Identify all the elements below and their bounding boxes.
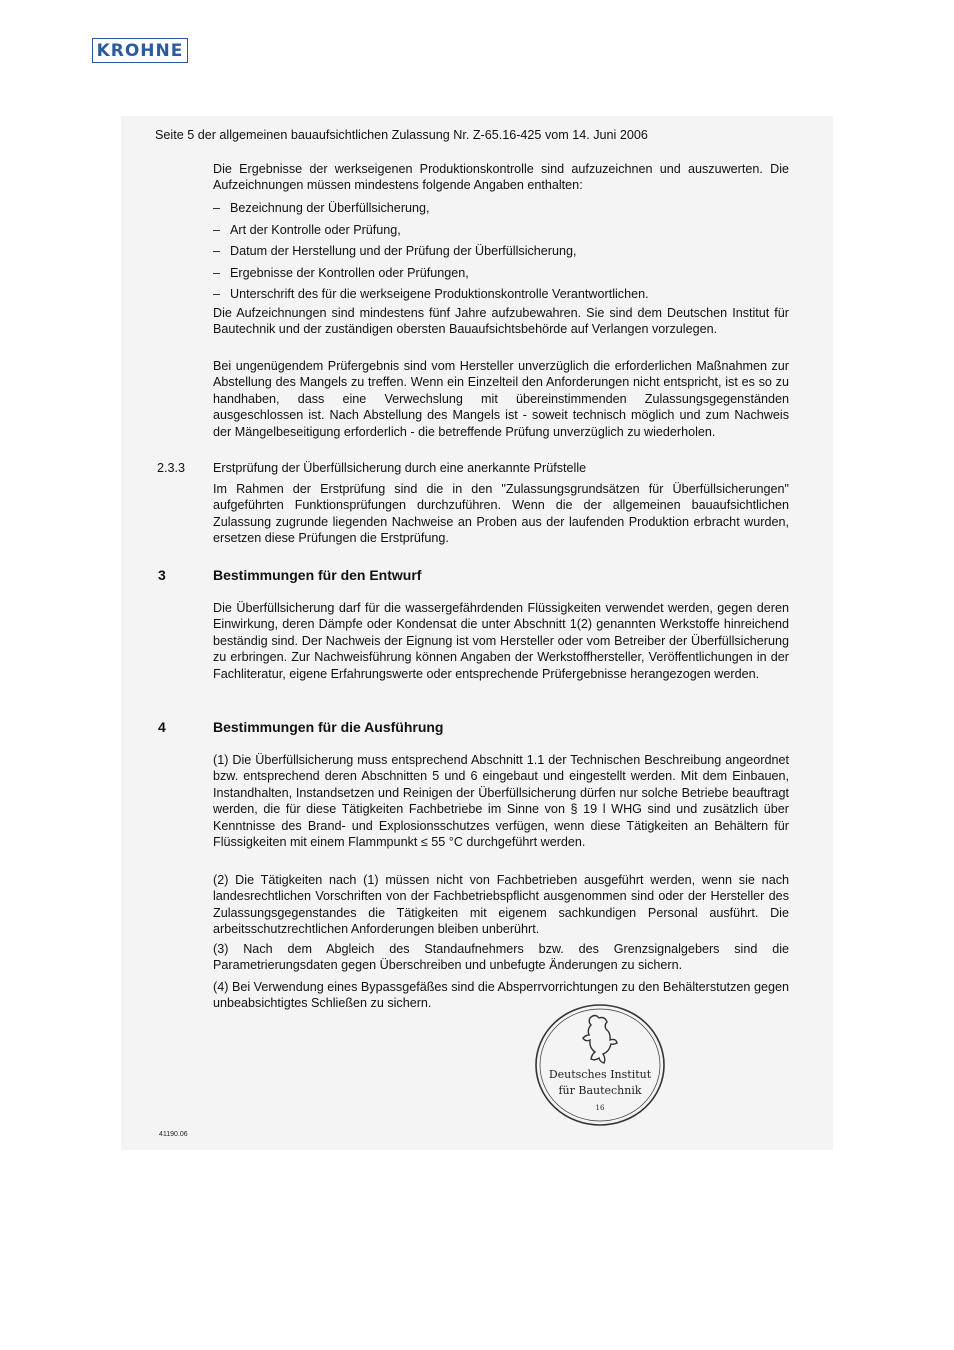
krohne-logo: KROHNE: [92, 38, 188, 63]
seal-line-1: Deutsches Institut: [548, 1068, 652, 1081]
official-seal: [533, 1002, 667, 1128]
section-heading: Bestimmungen für den Entwurf: [213, 567, 422, 583]
section-3-paragraph: Die Überfüllsicherung darf für die wassergefährdenden Flüssigkeiten verwendet werden, gegen deren Einwirkung, deren Dämpfe oder Kondensat die unter Abschnitt 1(2) genannten Werkstoffe hinreichend beständig sind. Der Nachweis der Eignung ist vom Hersteller oder vom Betreiber der Überfüllsicherung zu erbringen. Zur Nachweisführung können Angaben der Werkstoffhersteller, Veröffentlichungen in der Fachliteratur, eigene Erfahrungswerte oder entsprechende Prüfergebnisse herangezogen werden.: [213, 601, 789, 681]
retention-paragraph: Die Aufzeichnungen sind mindestens fünf Jahre aufzubewahren. Sie sind dem Deutschen Institut für Bautechnik und der zuständigen obersten Bauaufsichtsbehörde auf Verlangen vorzulegen.: [213, 306, 789, 337]
section-title: Erstprüfung der Überfüllsicherung durch eine anerkannte Prüfstelle: [213, 461, 587, 475]
list-item: – Bezeichnung der Überfüllsicherung,: [213, 201, 430, 215]
section-number: 3: [158, 567, 166, 583]
section-heading: Bestimmungen für die Ausführung: [213, 719, 444, 735]
seal-number: 16: [595, 1104, 605, 1112]
records-intro-paragraph: Die Ergebnisse der werkseigenen Produktionskontrolle sind aufzuzeichnen und auszuwerten. Die Aufzeichnungen müssen mindestens folgende Angaben enthalten:: [213, 162, 789, 193]
section-4-paragraph-1: (1) Die Überfüllsicherung muss entsprechend Abschnitt 1.1 der Technischen Beschreibung angeordnet bzw. entsprechend deren Abschnitten 5 und 6 eingebaut und eingestellt werden. Mit dem Einbauen, Instandhalten, Instandsetzen und Reinigen der Überfüllsicherung dürfen nur solche Betriebe beauftragt werden, die für diese Tätigkeiten Fachbetriebe im Sinne von § 19 l WHG sind und zusätzlich über Kenntnisse des Brand- und Explosionsschutzes verfügen, wenn diese Tätigkeiten an Behältern für Flüssigkeiten mit einem Flammpunkt ≤ 55 °C durchgeführt werden.: [213, 753, 789, 850]
section-4-paragraph-2: (2) Die Tätigkeiten nach (1) müssen nicht von Fachbetrieben ausgeführt werden, wenn sie nach landesrechtlichen Vorschriften von der Fachbetriebspflicht ausgenommen sind oder der Hersteller des Zulassungsgegenstandes die Tätigkeiten mit eigenem sachkundigen Personal ausführt. Die arbeitsschutzrechtlichen Anforderungen bleiben unberührt.: [213, 873, 789, 937]
list-item: – Ergebnisse der Kontrollen oder Prüfungen,: [213, 265, 469, 280]
section-4-paragraph-3: (3) Nach dem Abgleich des Standaufnehmers bzw. des Grenzsignalgebers sind die Parametrierungsdaten gegen Überschreiben und unbefugte Änderungen zu sichern.: [213, 942, 789, 973]
list-item: – Datum der Herstellung und der Prüfung der Überfüllsicherung,: [213, 244, 577, 258]
bear-icon: [583, 1016, 617, 1064]
list-item: – Unterschrift des für die werkseigene Produktionskontrolle Verantwortlichen.: [213, 287, 649, 301]
document-code: 41190.06: [159, 1131, 188, 1138]
section-number: 2.3.3: [157, 461, 186, 475]
section-number: 4: [158, 719, 166, 735]
defect-paragraph: Bei ungenügendem Prüfergebnis sind vom Hersteller unverzüglich die erforderlichen Maßnahmen zur Abstellung des Mangels zu treffen. Wenn ein Einzelteil den Anforderungen nicht entspricht, ist es so zu handhaben, dass eine Verwechslung mit übereinstimmenden Zulassungsgegenständen ausgeschlossen ist. Nach Abstellung des Mangels ist - soweit technisch möglich und zum Nachweis der Mängelbeseitigung erforderlich - die betreffende Prüfung unverzüglich zu wiederholen.: [213, 359, 789, 439]
seal-line-2: für Bautechnik: [558, 1084, 642, 1097]
section-233-paragraph: Im Rahmen der Erstprüfung sind die in den "Zulassungsgrundsätzen für Überfüllsicherungen" aufgeführten Funktionsprüfungen durchzuführen. Wenn die der allgemeinen bauaufsichtlichen Zulassung zugrunde liegenden Nachweise an Proben aus der laufenden Produktion erbracht wurden, ersetzen diese Prüfungen die Erstprüfung.: [213, 482, 789, 546]
section-4-paragraph-4: (4) Bei Verwendung eines Bypassgefäßes sind die Absperrvorrichtungen zu den Behälterstutzen gegen unbeabsichtigtes Schließen zu sichern.: [213, 980, 789, 1011]
records-list: [213, 200, 789, 308]
list-item: – Art der Kontrolle oder Prüfung,: [213, 222, 401, 237]
page-header: Seite 5 der allgemeinen bauaufsichtlichen Zulassung Nr. Z-65.16-425 vom 14. Juni 2006: [155, 128, 648, 142]
